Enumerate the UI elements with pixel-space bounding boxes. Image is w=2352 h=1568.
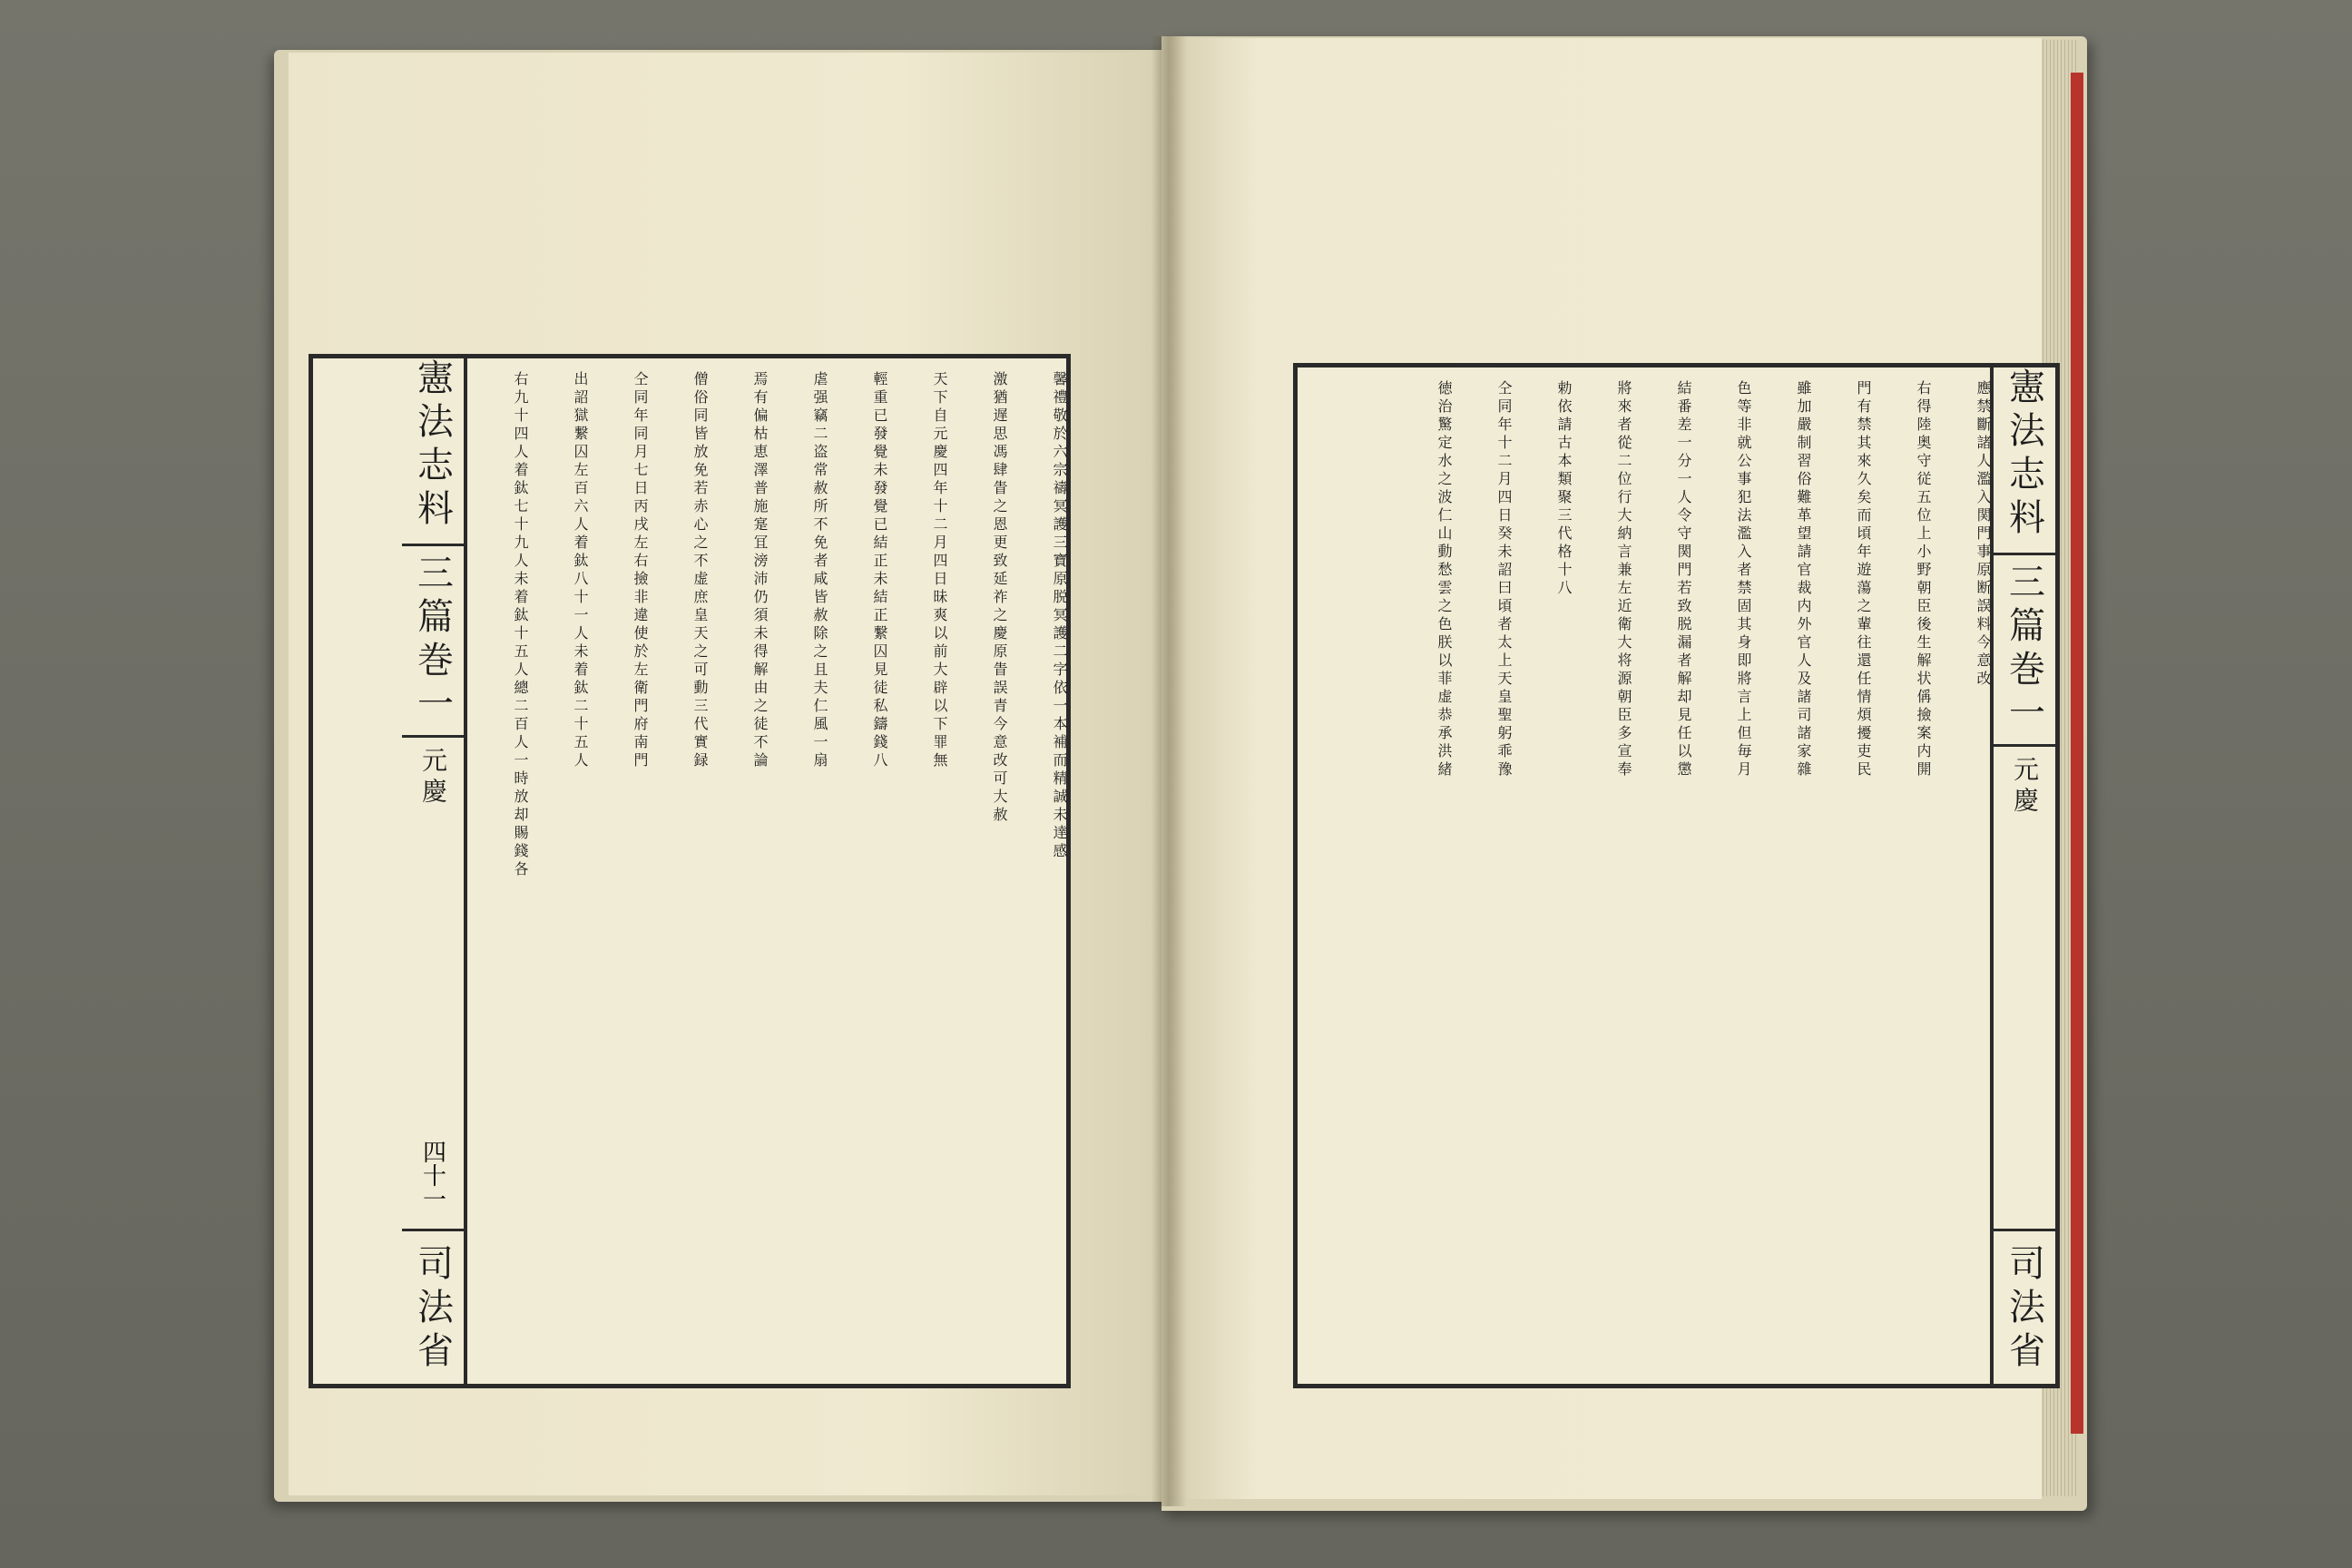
text-column: 天下自元慶四年十二月四日昧爽以前大辟以下罪無 xyxy=(931,371,948,770)
section-label: 三篇巻一 xyxy=(2003,563,2045,737)
section-box xyxy=(1994,553,2055,747)
left-margin-column xyxy=(402,358,467,1384)
text-column: 勅依請古本類聚三代格十八 xyxy=(1555,380,1573,598)
red-edge xyxy=(2071,73,2083,1434)
section-label: 三篇巻一 xyxy=(411,554,454,728)
left-text-frame xyxy=(309,354,1071,1388)
right-columns xyxy=(1298,368,2055,1384)
publisher-box xyxy=(1994,1229,2055,1384)
text-column: 雖加嚴制習俗難革望請官裁内外官人及諸司諸家雜 xyxy=(1795,380,1812,779)
text-column: 將來者從二位行大納言兼左近衛大将源朝臣多宣奉 xyxy=(1615,380,1632,779)
book-gutter xyxy=(1151,36,1187,1506)
era-label: 元慶 xyxy=(2010,756,2040,818)
text-column: 色等非就公事犯法濫入者禁固其身即將言上但毎月 xyxy=(1735,380,1752,779)
text-column: 徳治驚定水之波仁山動愁雲之色朕以菲虚恭承洪緒 xyxy=(1436,380,1453,779)
text-column: 馨禮敬於六宗禱冥護三寶原脱冥護二字依一本補而精誠未達感 xyxy=(1051,371,1068,861)
page-number: 四十一 xyxy=(418,1140,446,1210)
publisher-label: 司法省 xyxy=(2003,1244,2045,1375)
text-column: 出詔獄繋囚左百六人着鈦八十一人未着鈦二十五人 xyxy=(572,371,589,770)
text-column: 虐强竊二盗常赦所不免者咸皆赦除之且夫仁風一扇 xyxy=(811,371,828,770)
text-column: 結番差一分一人令守関門若致脱漏者解却見任以懲 xyxy=(1675,380,1692,779)
era-label: 元慶 xyxy=(418,747,448,808)
book-title: 憲法志料 xyxy=(2003,368,2045,542)
text-column: 應禁斷諸人濫入関門事原断誤料今意改 xyxy=(1975,380,1992,689)
right-text-frame xyxy=(1293,363,2060,1388)
text-column: 焉有偏枯恵澤普施寔冝滂沛仍須未得解由之徒不論 xyxy=(751,371,769,770)
text-column: 輕重已發覺未發覺已結正未結正繋囚見徒私鑄錢八 xyxy=(871,371,888,770)
text-column: 仝同年同月七日丙戌左右撿非違使於左衛門府南門 xyxy=(632,371,649,770)
text-column: 激猶遅思馮肆眚之恩更致延祚之慶原眚誤青今意改可大赦 xyxy=(991,371,1008,825)
left-columns xyxy=(313,358,1066,1384)
section-box xyxy=(402,544,464,738)
publisher-box xyxy=(402,1229,464,1384)
text-column: 右得陸奥守従五位上小野朝臣後生解状偁撿案内開 xyxy=(1915,380,1932,779)
text-column: 右九十四人着鈦七十九人未着鈦十五人總二百人一時放却賜錢各 xyxy=(512,371,529,879)
book-title: 憲法志料 xyxy=(411,358,454,533)
text-column: 僧俗同皆放免若赤心之不虚庶皇天之可動三代實録 xyxy=(691,371,709,770)
right-margin-column xyxy=(1990,368,2055,1384)
text-column: 仝同年十二月四日癸未詔曰頃者太上天皇聖躬乖豫 xyxy=(1495,380,1513,779)
publisher-label: 司法省 xyxy=(411,1244,454,1375)
text-column: 門有禁其來久矣而頃年遊蕩之輩往還任情煩擾吏民 xyxy=(1855,380,1872,779)
